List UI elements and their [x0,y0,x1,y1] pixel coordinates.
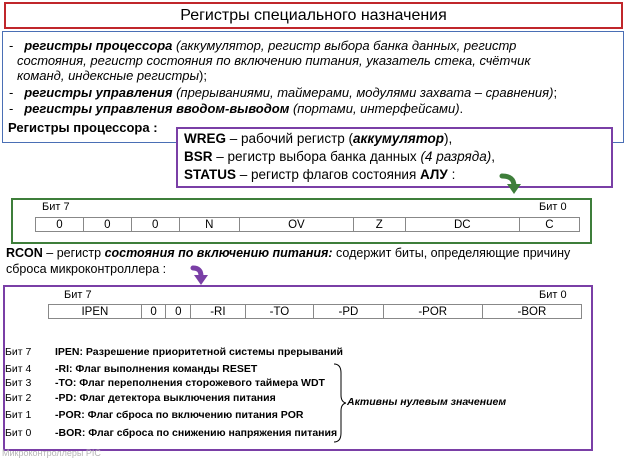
arrow-down-icon [498,172,528,198]
status-register-table [35,217,580,232]
rcon-register-table [48,304,582,319]
rcon-bit-cell: -POR [383,305,482,319]
status-bit-cell: N [179,218,239,232]
status-bit-cell: 0 [36,218,84,232]
term-control-registers: регистры управления [24,85,173,100]
rcon-bit-cell: 0 [141,305,166,319]
rcon-bit-cell: IPEN [49,305,142,319]
active-low-note: Активны нулевым значением [347,396,507,408]
term-io-registers: регистры управления вводом-выводом [24,101,290,116]
status-register-box [11,198,592,244]
status-bit-cell: 0 [83,218,131,232]
status-bit-cell: OV [239,218,353,232]
cpu-registers-heading: Регистры процессора : [8,120,158,135]
intro-line-4: - регистры управления (прерываниями, таймерами, модулями захвата – сравнения); [9,85,558,100]
brace-icon [333,363,347,443]
status-bit0-label: Бит 0 [539,201,567,213]
rcon-bit-cell: -TO [245,305,314,319]
cpu-registers-box [176,127,613,188]
rcon-description-line-2: сброса микроконтроллера : [6,262,167,276]
status-bit-cell: C [519,218,579,232]
rcon-bit0-label: Бит 0 [539,289,567,301]
intro-line-2: состояния, регистр состояния по включению питания, указатель стека, счётчик [17,53,531,68]
rcon-bit-cell: -RI [191,305,245,319]
title-box [4,2,623,29]
status-bit-cell: 0 [131,218,179,232]
rcon-bit-cell: 0 [166,305,191,319]
intro-line-1: - регистры процессора (аккумулятор, регистр выбора банка данных, регистр [9,38,517,53]
intro-line-5: - регистры управления вводом-выводом (портами, интерфейсами). [9,101,464,116]
footer-text: Микроконтроллеры PIC [2,448,101,458]
page-title: Регистры специального назначения [180,6,447,24]
wreg-line: WREG – рабочий регистр (аккумулятор), [184,131,453,146]
status-line: STATUS – регистр флагов состояния АЛУ : [184,167,456,182]
status-bit7-label: Бит 7 [42,201,70,213]
bsr-line: BSR – регистр выбора банка данных (4 разряда), [184,149,495,164]
rcon-bit7-label: Бит 7 [64,289,92,301]
intro-line-3: команд, индексные регистры); [17,68,207,83]
rcon-bit-cell: -PD [314,305,383,319]
status-bit-cell: Z [353,218,405,232]
status-bit-cell: DC [405,218,519,232]
rcon-bit-cell: -BOR [482,305,581,319]
rcon-description-line-1: RCON – регистр состояния по включению питания: содержит биты, определяющие причину [6,246,571,260]
term-cpu-registers: регистры процессора [24,38,173,53]
